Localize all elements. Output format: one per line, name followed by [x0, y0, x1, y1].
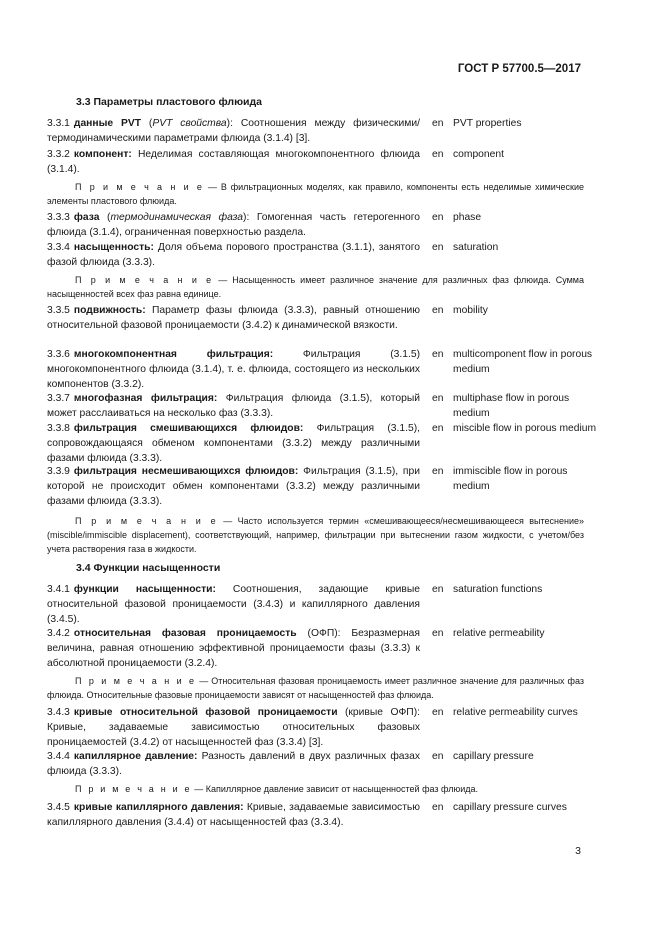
russian-definition [47, 347, 420, 392]
term-number: 3.3.3 [47, 212, 70, 223]
term-name: насыщенность: [73, 242, 154, 253]
definition-text: Фильтрация (3.1.5), сопровождающаяся обменом компонентами (3.3.2) между различными фазами флюида (3.3.3). [47, 423, 420, 464]
language-code: en [432, 466, 444, 477]
russian-definition [47, 464, 420, 509]
language-code: en [432, 423, 444, 434]
definition-text: Фильтрация флюида (3.1.5), который может расслаиваться на несколько фаз (3.3.3). [47, 393, 420, 419]
definition-text: (ОФП): Безразмерная величина, равная отношению эффективной проницаемости фазы (3.3.3) к абсолютной проницаемости (3.2.4). [47, 628, 420, 669]
definition-text: — Капиллярное давление зависит от насыщенностей фаз флюида. [191, 784, 479, 794]
term-name: функции насыщенности: [73, 584, 216, 595]
language-code: en [432, 751, 444, 762]
russian-definition [47, 626, 420, 671]
definition-text: Неделимая составляющая многокомпонентного флюида (3.1.4). [47, 149, 420, 175]
english-term: saturation functions [453, 584, 543, 595]
english-term: multiphase flow in porous medium [453, 393, 570, 419]
language-code: en [432, 628, 444, 639]
term-name: компонент: [73, 149, 132, 160]
term-number: 3.3.5 [47, 305, 70, 316]
russian-definition [47, 705, 420, 750]
definition-text: Фильтрация (3.1.5) многокомпонентного флюида (3.1.4), т. е. флюида, состоящего из нескольких компонентов (3.3.2). [47, 349, 420, 390]
note-1 [47, 180, 584, 208]
russian-definition: 3.3.1 данные PVT (PVT свойства): Соотношения между физическими/термодинамическими параметрами флюида (3.1.4) [3]. [47, 118, 420, 144]
term-number: 3.3.7 [47, 393, 70, 404]
definition-text: Фильтрация (3.1.5), при которой не происходит обмен компонентами (3.3.2) между различными фазами флюида (3.3.3). [47, 466, 420, 507]
term-number: 3.3.1 [47, 118, 70, 129]
english-term: miscible flow in porous medium [453, 423, 597, 434]
term-number: 3.3.8 [47, 423, 70, 434]
term-name: капиллярное давление: [73, 751, 198, 762]
section-title-3-3: 3.3 Параметры пластового флюида [76, 96, 262, 108]
language-code: en [432, 584, 444, 595]
note-2 [47, 273, 584, 301]
language-code: en [432, 707, 444, 718]
term-name: подвижность: [73, 305, 146, 316]
definition-text: ): Соотношения между физическими/термодинамическими параметрами флюида (3.1.4) [3]. [47, 118, 420, 144]
term-number: 3.3.6 [47, 349, 70, 360]
term-number: 3.4.4 [47, 751, 70, 762]
definition-text: — Насыщенность имеет различное значение для различных фаз флюида. Сумма насыщенностей всех фаз равна единице. [47, 275, 584, 299]
term-name: относительная фазовая проницаемость [73, 628, 297, 639]
term-number: 3.3.9 [47, 466, 70, 477]
english-term: PVT properties [453, 118, 522, 129]
language-code: en [432, 305, 444, 316]
russian-definition [47, 749, 420, 779]
definition-text: Доля объема порового пространства (3.1.1), занятого фазой флюида (3.3.3). [47, 242, 420, 268]
term-name: кривые капиллярного давления: [73, 802, 244, 813]
russian-definition [47, 800, 420, 830]
definition-text: Параметр фазы флюида (3.3.3), равный отношению относительной фазовой проницаемости (3.4.2) к динамической вязкости. [47, 305, 420, 331]
russian-definition [47, 240, 420, 270]
note-3 [47, 514, 584, 556]
english-term: relative permeability curves [453, 707, 578, 718]
english-term: saturation [453, 242, 499, 253]
note-5 [47, 782, 584, 796]
russian-definition [47, 421, 420, 466]
english-term: component [453, 149, 504, 160]
english-term: relative permeability [453, 628, 545, 639]
document-header: ГОСТ Р 57700.5—2017 [457, 63, 581, 75]
russian-definition: 3.3.3 фаза (термодинамическая фаза): Гомогенная часть гетерогенного флюида (3.1.4), ограниченная поверхностью раздела. [47, 212, 420, 238]
term-name: многокомпонентная фильтрация: [73, 349, 274, 360]
russian-definition [47, 147, 420, 177]
russian-definition [47, 582, 420, 627]
language-code: en [432, 802, 444, 813]
term-name: фильтрация несмешивающихся флюидов: [73, 466, 299, 477]
definition-text: Кривые, задаваемые зависимостью капиллярного давления (3.4.4) от насыщенностей фаз (3.3.4). [47, 802, 421, 828]
note-4 [47, 674, 584, 702]
note-label: П р и м е ч а н и е [75, 676, 197, 686]
english-term: capillary pressure [453, 751, 534, 762]
term-name: кривые относительной фазовой проницаемости [73, 707, 338, 718]
definition-text: Соотношения, задающие кривые относительной фазовой проницаемости (3.4.3) и капиллярного давления (3.4.5). [47, 584, 420, 625]
term-name: многофазная фильтрация: [73, 393, 218, 404]
term-name: фаза [73, 212, 100, 223]
language-code: en [432, 212, 444, 223]
term-number: 3.3.4 [47, 242, 70, 253]
page-number: 3 [575, 845, 581, 857]
term-synonym: PVT свойства [152, 118, 227, 129]
language-code: en [432, 118, 444, 129]
term-name: фильтрация смешивающихся флюидов: [73, 423, 304, 434]
english-term: multicomponent flow in porous medium [453, 349, 593, 375]
term-number: 3.4.3 [47, 707, 70, 718]
note-label: П р и м е ч а н и е [75, 182, 205, 192]
note-label: П р и м е ч а н и е [75, 516, 218, 526]
term-name: данные PVT [73, 118, 142, 129]
term-synonym: термодинамическая фаза [110, 212, 244, 223]
english-term: phase [453, 212, 482, 223]
definition-text: (кривые ОФП): Кривые, задаваемые зависимостью относительных фазовых проницаемостей (3.4.2) от насыщенностей фаз (3.3.4) [3]. [47, 707, 420, 748]
section-title-3-4: 3.4 Функции насыщенности [76, 562, 221, 574]
term-number: 3.4.5 [47, 802, 70, 813]
definition-text: — Часто используется термин «смешивающееся/несмешивающееся вытеснение» (miscible/immiscible displacement), соответствующий, например, фильтрации при вытеснении газом жидкости, с учетом/без учета растворения газа в жидкости. [47, 516, 584, 554]
language-code: en [432, 242, 444, 253]
language-code: en [432, 393, 444, 404]
language-code: en [432, 149, 444, 160]
definition-text: — Относительная фазовая проницаемость имеет различное значение для различных фаз флюида. Относительные фазовые проницаемости зависят от насыщенностей фаз флюида. [47, 676, 584, 700]
english-term: immiscible flow in porous medium [453, 466, 568, 492]
english-term: capillary pressure curves [453, 802, 567, 813]
definition-text: ): Гомогенная часть гетерогенного флюида (3.1.4), ограниченная поверхностью раздела. [47, 212, 420, 238]
english-term: mobility [453, 305, 488, 316]
term-number: 3.4.1 [47, 584, 70, 595]
note-label: П р и м е ч а н и е [75, 275, 214, 285]
term-number: 3.3.2 [47, 149, 70, 160]
russian-definition [47, 303, 420, 333]
note-label: П р и м е ч а н и е [75, 784, 192, 794]
language-code: en [432, 349, 444, 360]
russian-definition [47, 391, 420, 421]
term-number: 3.4.2 [47, 628, 70, 639]
definition-text: Разность давлений в двух различных фазах флюида (3.3.3). [47, 751, 421, 777]
definition-text: — В фильтрационных моделях, как правило, компоненты есть неделимые химические элементы пластового флюида. [47, 182, 584, 206]
